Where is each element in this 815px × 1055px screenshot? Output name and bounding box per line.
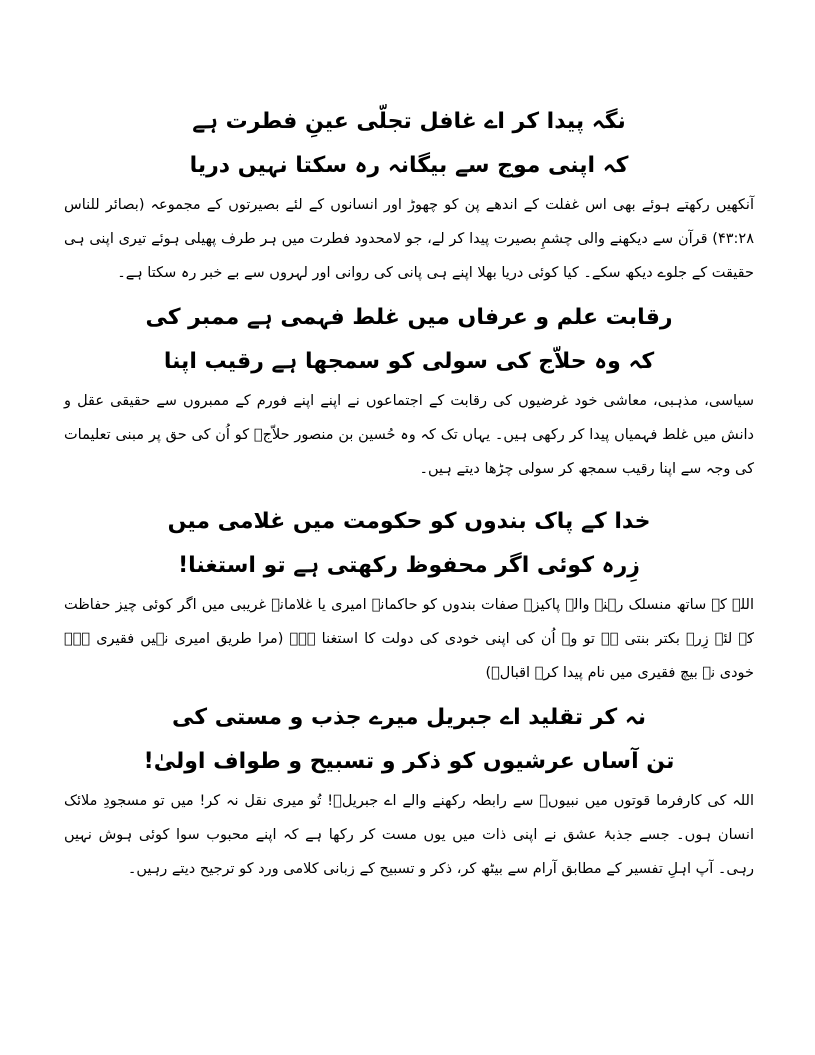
verse-line-1: نگہ پیدا کر اے غافل تجلّی عینِ فطرت ہے xyxy=(192,109,626,134)
section-1 xyxy=(64,100,754,290)
couplet xyxy=(64,100,754,188)
document-page xyxy=(64,100,754,886)
verse-line-2: کہ وہ حلاّج کی سولی کو سمجھا ہے رقیب اپنا xyxy=(163,349,655,374)
verse-line-1: رقابت علم و عرفاں میں غلط فہمی ہے ممبر کی xyxy=(145,305,673,330)
section-2 xyxy=(64,296,754,486)
commentary-paragraph: اللہ کے ساتھ منسلک رہنے والے پاکیزہ صفات بندوں کو حاکمانہ امیری یا غلامانہ غریبی میں اگر کوئی چیز حفاظت کے لئے زِرہ بکتر بنتی ہے تو وہ اُن کی اپنی خودی کی دولت کا استغنا ہے۔ (مرا طریق امیری نہیں فقیری ہے۔ خودی نہ بیچ فقیری میں نام پیدا کر۔ اقبالؒ) xyxy=(64,597,754,681)
verse-line-1: خدا کے پاک بندوں کو حکومت میں غلامی میں xyxy=(167,509,651,534)
commentary-paragraph: اللہ کی کارفرما قوتوں میں نبیوںؑ سے رابطہ رکھنے والے اے جبریلؑ! تُو میری نقل نہ کر! میں تو مسجودِ ملائک انسان ہوں۔ جسے جذبۂ عشق نے اپنی ذات میں یوں مست کر رکھا ہے کہ اپنے محبوب سوا کوئی ہوش نہیں رہی۔ آپ اہلِ تفسیر کے مطابق آرام سے بیٹھ کر، ذکر و تسبیح کے زبانی کلامی ورد کو ترجیح دیتے رہیں۔ xyxy=(64,793,754,877)
couplet xyxy=(64,296,754,384)
commentary-paragraph: سیاسی، مذہبی، معاشی خود غرضیوں کی رقابت کے اجتماعوں نے اپنے اپنے فورم کے ممبروں سے حقیقی عقل و دانش میں غلط فہمیاں پیدا کر رکھی ہیں۔ یہاں تک کہ وہ حُسین بن منصور حلاّجؒ کو اُن کی حق پر مبنی تعلیمات کی وجہ سے اپنا رقیب سمجھ کر سولی چڑھا دیتے ہیں۔ xyxy=(64,393,754,477)
commentary-paragraph: آنکھیں رکھتے ہوئے بھی اس غفلت کے اندھے پن کو چھوڑ اور انسانوں کے لئے بصیرتوں کے مجموعہ (بصائر للناس ۴۳:۲۸) قرآن سے دیکھنے والی چشمِ بصیرت پیدا کر لے، جو لامحدود فطرت میں ہر طرف پھیلی ہوئے تیری اپنی ہی حقیقت کے جلوے دیکھ سکے۔ کیا کوئی دریا بھلا اپنے ہی پانی کی روانی اور لہروں سے بے خبر رہ سکتا ہے۔ xyxy=(64,197,754,281)
couplet xyxy=(64,500,754,588)
verse-line-2: تن آساں عرشیوں کو ذکر و تسبیح و طواف اولیٰ! xyxy=(143,749,675,774)
verse-line-2: کہ اپنی موج سے بیگانہ رہ سکتا نہیں دریا xyxy=(189,153,629,178)
couplet xyxy=(64,696,754,784)
verse-line-2: زِرہ کوئی اگر محفوظ رکھتی ہے تو استغنا! xyxy=(178,553,640,578)
section-4 xyxy=(64,696,754,886)
section-3 xyxy=(64,500,754,690)
verse-line-1: نہ کر تقلید اے جبریل میرے جذب و مستی کی xyxy=(172,705,646,730)
